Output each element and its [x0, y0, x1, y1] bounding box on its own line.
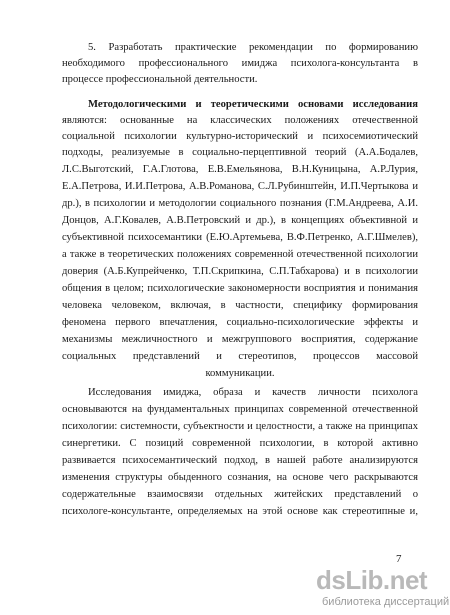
text-line: психологе-консультанте, определяемых на этой основе как стереотипные и, [62, 506, 418, 517]
text-line: психологии: системности, субъектности и целостности, а также на принципах [62, 421, 418, 432]
text-line: др.), в психологии и методологии социального познания (Г.М.Андреева, А.И. [62, 198, 418, 209]
text-line: человека человеком, включая, в частности, специфику формирования [62, 300, 418, 311]
text-line: субъективной психосемантики (Е.Ю.Артемьева, В.Ф.Петренко, А.Г.Шмелев), [62, 232, 418, 243]
text-line: являются: основанные на классических положениях отечественной [62, 115, 418, 126]
text-line: Донцов, А.Г.Ковалев, А.В.Петровский и др.), в концепциях объективной и [62, 215, 418, 226]
text-line: основываются на фундаментальных принципах современной отечественной [62, 404, 418, 415]
watermark-logo-text: dsLib.net [316, 565, 428, 595]
text-line: Л.С.Выготский, Г.А.Глотова, Е.В.Емельянова, В.Н.Куницына, А.Р.Лурия, [62, 164, 418, 175]
text-line: доверия (А.Б.Купрейченко, Т.П.Скрипкина, С.П.Табхарова) и в психологии [62, 266, 418, 277]
page-number: 7 [396, 553, 402, 565]
watermark-logo [316, 565, 450, 611]
text-line: синергетики. С позиций современной психологии, в которой активно [62, 438, 418, 449]
text-line: необходимого профессионального имиджа психолога-консультанта в [62, 58, 418, 69]
text-line: развивается психосемантический подход, в нашей работе анализируются [62, 455, 418, 466]
text-line: Исследования имиджа, образа и качеств личности психолога [88, 387, 418, 398]
text-line: феномена первого впечатления, социально-психологические эффекты и [62, 317, 418, 328]
text-line: процессе профессиональной деятельности. [62, 74, 258, 85]
text-line: социальных представлений и стереотипов, процессов массовой [62, 351, 418, 362]
text-line: содержательные взаимосвязи отдельных житейских представлений о [62, 489, 418, 500]
text-line: социальной психологии культурно-исторический и психосемиотический [62, 131, 418, 142]
text-line: а также в теоретических положениях современной отечественной психологии [62, 249, 418, 260]
text-line: подходы, реализуемые в социально-перцептивной теорий (А.А.Бодалев, [62, 147, 418, 158]
text-line: изменения структуры обыденного сознания, на основе чего раскрываются [62, 472, 418, 483]
watermark-subtitle: библиотека диссертаций [322, 596, 450, 608]
text-line: коммуникации. [205, 368, 275, 379]
text-line: Е.А.Петрова, И.И.Петрова, А.В.Романова, С.Л.Рубинштейн, И.П.Чертыкова и [62, 181, 418, 192]
text-line: общения в целом; психологические закономерности восприятия и понимания [62, 283, 418, 294]
text-line: механизмы межличностного и межгруппового восприятия, содержание [62, 334, 418, 345]
text-line: 5. Разработать практические рекомендации по формированию [88, 42, 418, 53]
section-heading: Методологическими и теоретическими основами исследования [88, 99, 418, 110]
